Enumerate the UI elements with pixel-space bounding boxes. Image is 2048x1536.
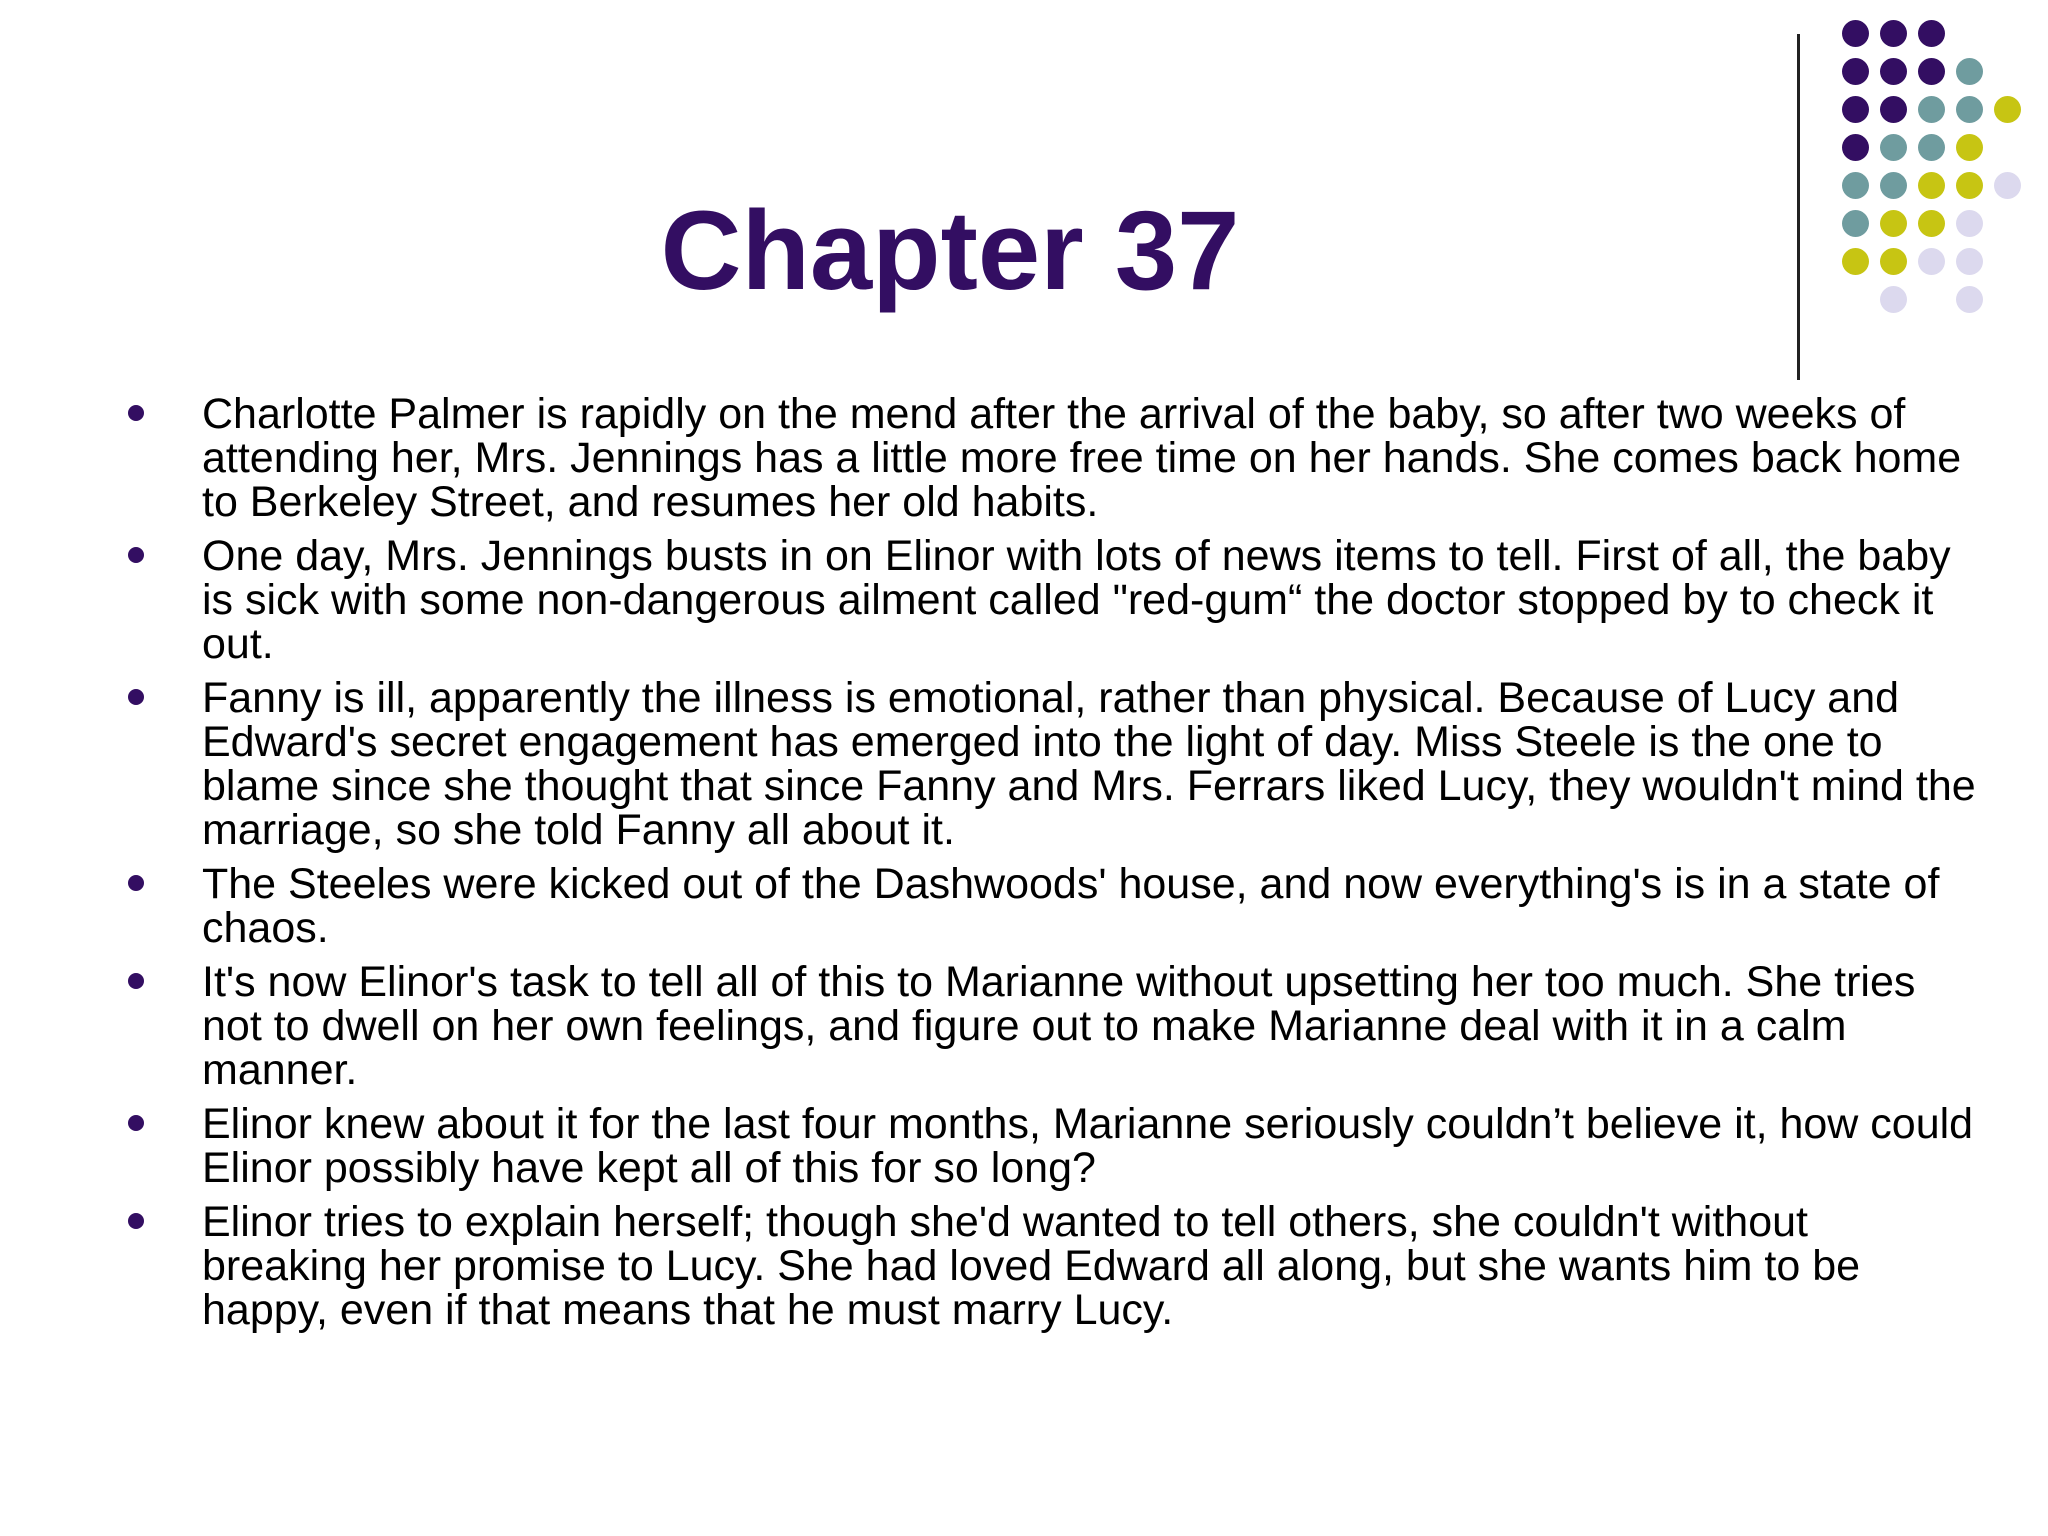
decorative-dot bbox=[1994, 172, 2021, 199]
bullet-dot-icon bbox=[128, 973, 144, 989]
decorative-dot bbox=[1880, 96, 1907, 123]
decorative-dot bbox=[1956, 210, 1983, 237]
decorative-dot bbox=[1956, 248, 1983, 275]
decorative-dot bbox=[1994, 96, 2021, 123]
decorative-dot bbox=[1880, 58, 1907, 85]
decorative-dot bbox=[1842, 96, 1869, 123]
decorative-dot bbox=[1918, 248, 1945, 275]
bullet-item bbox=[0, 960, 2048, 1092]
decorative-dot bbox=[1956, 286, 1983, 313]
slide-title: Chapter 37 bbox=[660, 188, 1240, 313]
decorative-dot bbox=[1956, 134, 1983, 161]
bullet-item bbox=[0, 1102, 2048, 1190]
decorative-dot bbox=[1918, 58, 1945, 85]
bullet-item bbox=[0, 534, 2048, 666]
bullet-text: Fanny is ill, apparently the illness is emotional, rather than physical. Because of Lucy and Edward's secret engagement has emerged into the light of day. Miss Steele is the one to blame since she thought that since Fanny and Mrs. Ferrars liked Lucy, they wouldn't mind the marriage, so she told Fanny all about it. bbox=[202, 674, 1976, 854]
bullet-dot-icon bbox=[128, 547, 144, 563]
decorative-dot bbox=[1842, 134, 1869, 161]
bullet-list bbox=[0, 392, 2048, 1342]
decorative-dot bbox=[1918, 134, 1945, 161]
decorative-dot bbox=[1918, 172, 1945, 199]
decorative-dot bbox=[1918, 20, 1945, 47]
bullet-text: Elinor knew about it for the last four months, Marianne seriously couldn’t believe it, how could Elinor possibly have kept all of this for so long? bbox=[202, 1100, 1974, 1192]
decorative-dot bbox=[1918, 96, 1945, 123]
bullet-dot-icon bbox=[128, 875, 144, 891]
bullet-text: Elinor tries to explain herself; though she'd wanted to tell others, she couldn't without breaking her promise to Lucy. She had loved Edward all along, but she wants him to be happy, even if that means that he must marry Lucy. bbox=[202, 1198, 1861, 1334]
bullet-item bbox=[0, 1200, 2048, 1332]
bullet-dot-icon bbox=[128, 689, 144, 705]
decorative-dot bbox=[1880, 20, 1907, 47]
bullet-item bbox=[0, 862, 2048, 950]
decorative-dot bbox=[1842, 58, 1869, 85]
decorative-dot bbox=[1956, 172, 1983, 199]
decorative-dot bbox=[1956, 58, 1983, 85]
bullet-dot-icon bbox=[128, 1213, 144, 1229]
decorative-dot bbox=[1880, 134, 1907, 161]
decorative-dot bbox=[1918, 210, 1945, 237]
bullet-dot-icon bbox=[128, 405, 144, 421]
bullet-dot-icon bbox=[128, 1115, 144, 1131]
bullet-text: It's now Elinor's task to tell all of this to Marianne without upsetting her too much. She tries not to dwell on her own feelings, and figure out to make Marianne deal with it in a calm manner. bbox=[202, 958, 1916, 1094]
bullet-text: One day, Mrs. Jennings busts in on Elinor with lots of news items to tell. First of all, the baby is sick with some non-dangerous ailment called "red-gum“ the doctor stopped by to check it out. bbox=[202, 532, 1951, 668]
bullet-item bbox=[0, 676, 2048, 852]
decorative-dot bbox=[1842, 20, 1869, 47]
bullet-text: Charlotte Palmer is rapidly on the mend after the arrival of the baby, so after two weeks of attending her, Mrs. Jennings has a little more free time on her hands. She comes back home to Berkeley Street, and resumes her old habits. bbox=[202, 390, 1962, 526]
decorative-dot bbox=[1956, 96, 1983, 123]
bullet-text: The Steeles were kicked out of the Dashwoods' house, and now everything's is in a state of chaos. bbox=[202, 860, 1940, 952]
bullet-item bbox=[0, 392, 2048, 524]
